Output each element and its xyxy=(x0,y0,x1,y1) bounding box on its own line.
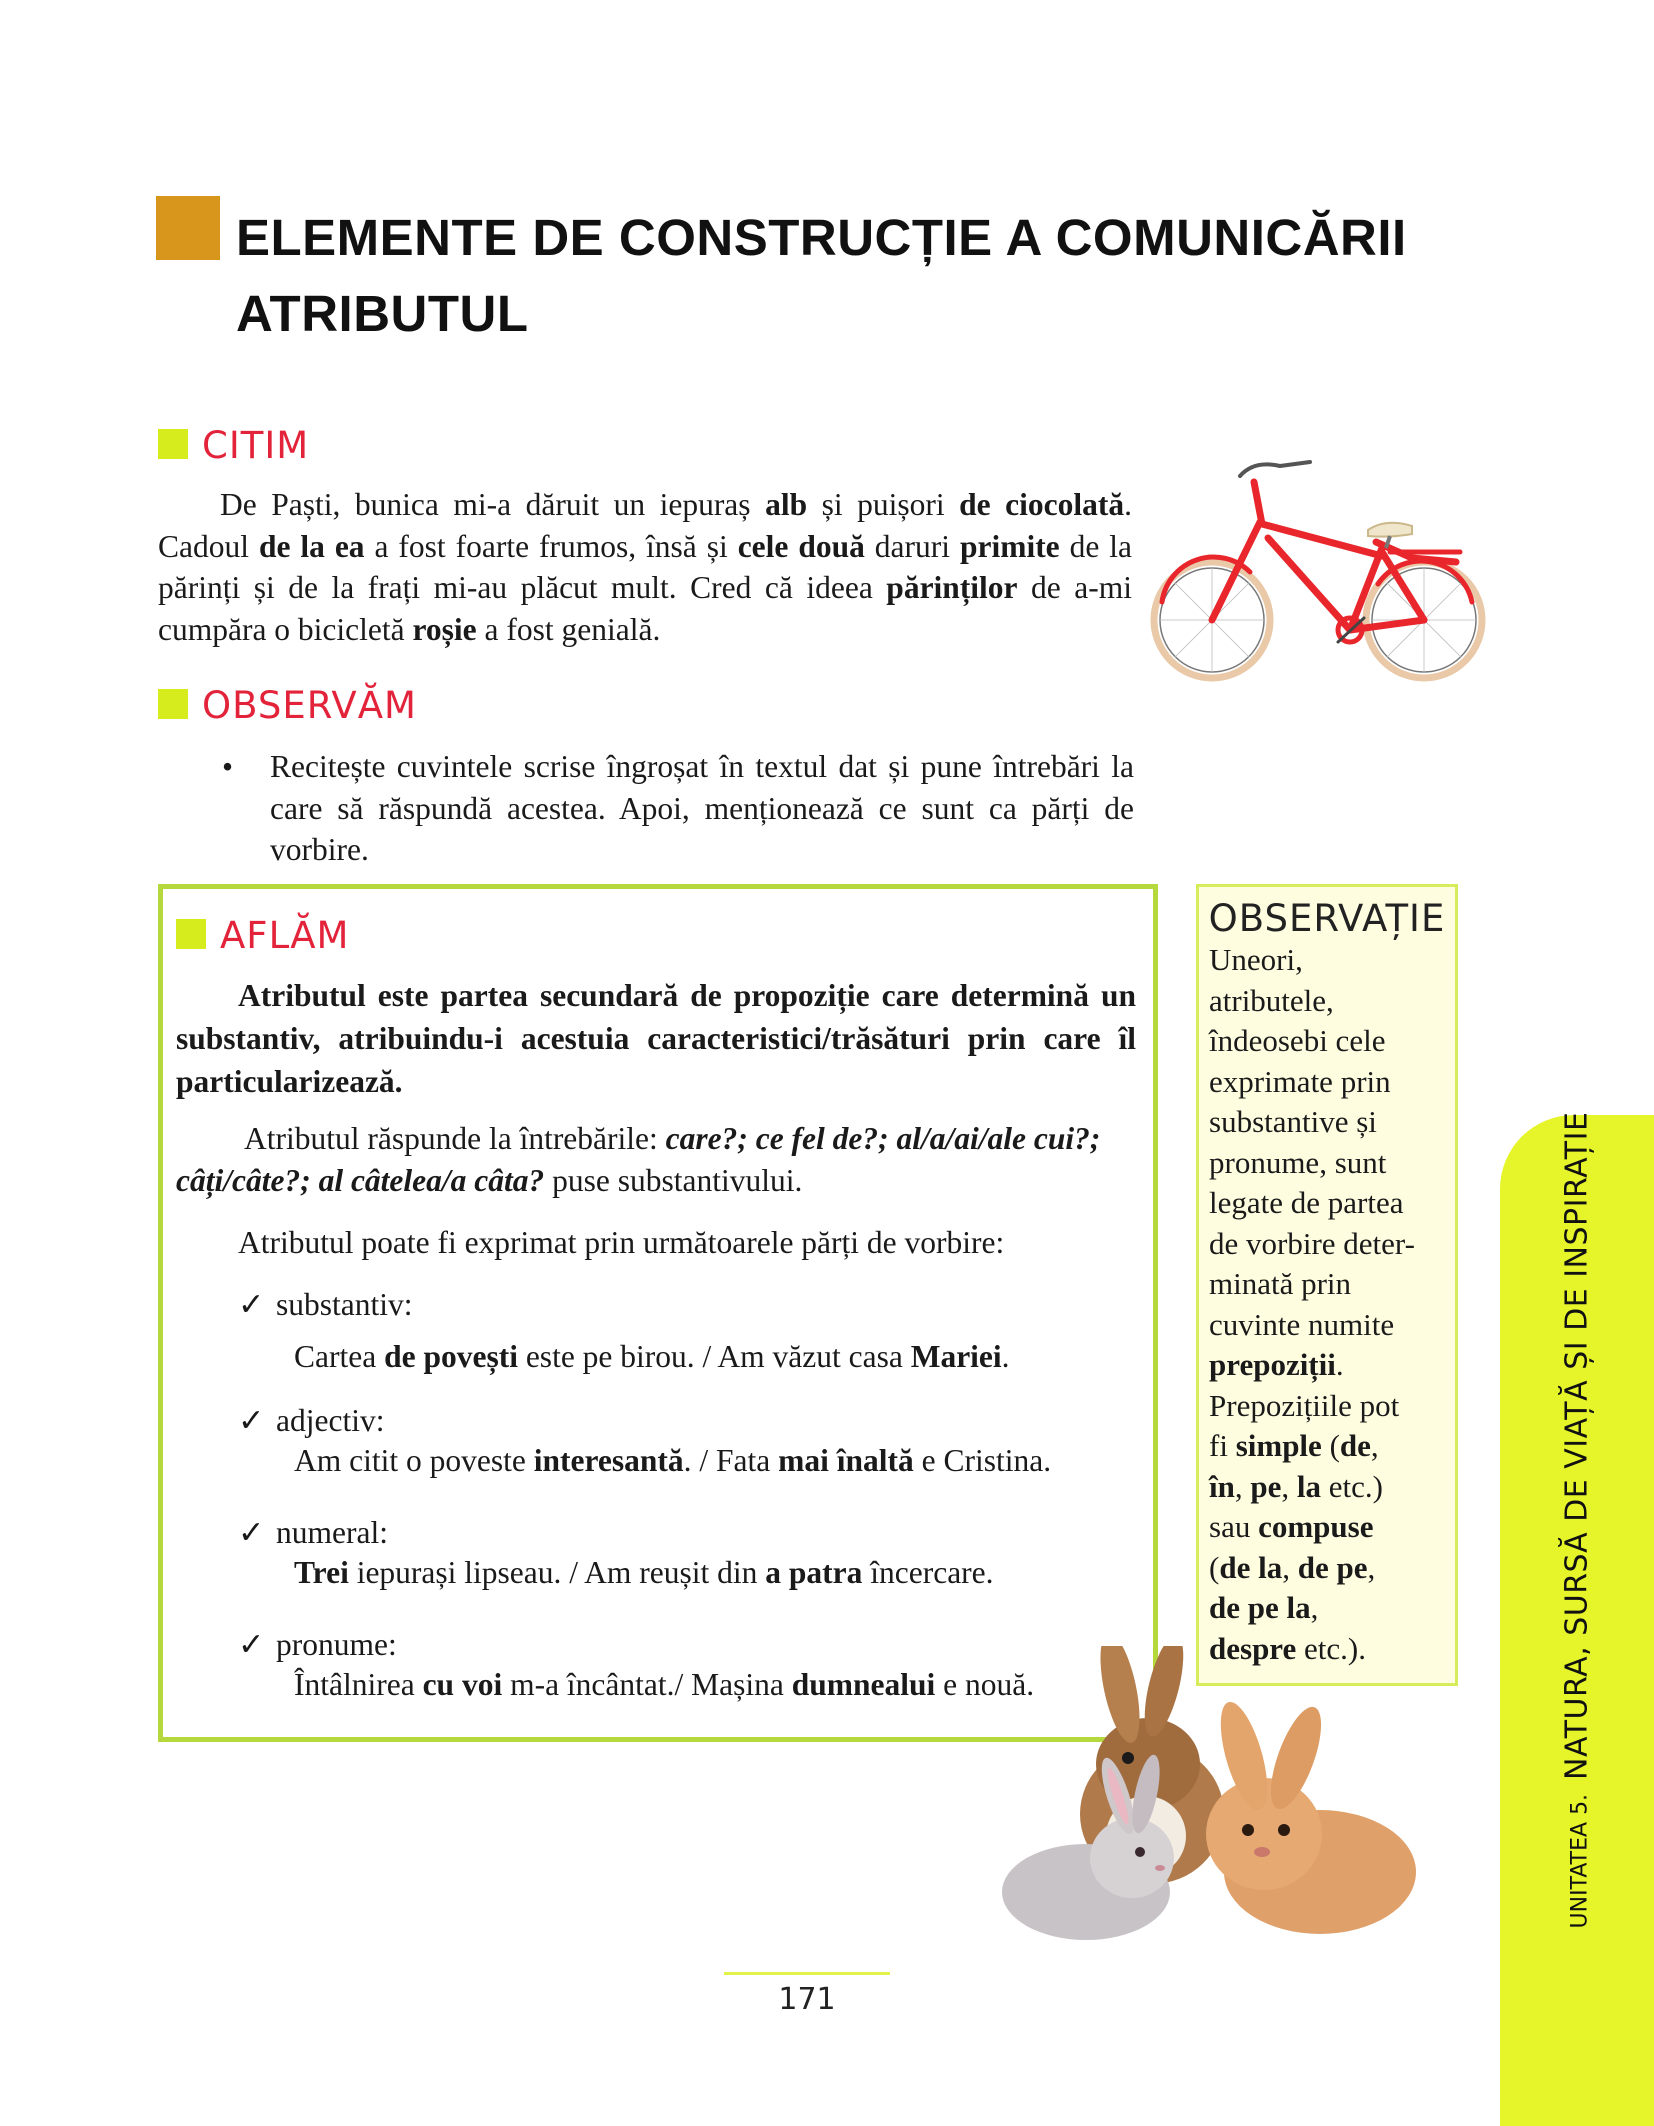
bicycle-image xyxy=(1150,452,1486,692)
unit-label: UNITATEA 5. xyxy=(1567,1793,1593,1929)
observatie-line: sau compuse xyxy=(1209,1509,1374,1544)
page-number-rule xyxy=(724,1972,890,1975)
observatie-line: în, pe, la etc.) xyxy=(1209,1468,1383,1504)
page-number: 171 xyxy=(778,1982,836,2017)
example-sentence: Trei iepurași lipseau. / Am reușit din a patra încercare. xyxy=(294,1555,994,1590)
example-sentence: Cartea de povești este pe birou. / Am văzut casa Mariei. xyxy=(294,1339,1010,1374)
emphasis: simple xyxy=(1235,1428,1322,1463)
observatie-line: legate de partea xyxy=(1209,1185,1404,1220)
emphasis: cu voi xyxy=(422,1667,503,1702)
emphasis: despre xyxy=(1209,1630,1297,1666)
aflam-expressed: Atributul poate fi exprimat prin următoarele părți de vorbire: xyxy=(238,1225,1005,1260)
title-line-1: ELEMENTE DE CONSTRUCȚIE A COMUNICĂRII xyxy=(236,209,1407,266)
emphasis: de xyxy=(1339,1428,1371,1463)
observatie-line: Prepozițiile pot xyxy=(1209,1387,1400,1423)
emphasis: alb xyxy=(765,487,808,522)
emphasis: a patra xyxy=(765,1555,863,1590)
observatie-line: de pe la, xyxy=(1209,1590,1319,1625)
emphasis: Mariei xyxy=(910,1339,1002,1374)
observam-text: Recitește cuvintele scrise îngroșat în textul dat și pune întrebări la care să răspundă acestea. Apoi, menționează ce sunt ca părți de vorbire. xyxy=(270,749,1134,867)
emphasis: părinților xyxy=(886,570,1018,605)
unit-side-tab-text xyxy=(1560,1112,1595,1929)
emphasis: pe xyxy=(1250,1468,1282,1504)
emphasis: care?; ce fel de?; al/a/ai/ale cui?; câți/câte?; al câtelea/a câta? xyxy=(176,1121,1101,1198)
observatie-line: (de la, de pe, xyxy=(1209,1549,1376,1585)
part-of-speech-label xyxy=(238,1624,397,1665)
example-sentence: Am citit o poveste interesantă. / Fata mai înaltă e Cristina. xyxy=(294,1443,1052,1478)
emphasis: de pe la xyxy=(1209,1590,1311,1625)
emphasis: în xyxy=(1209,1468,1235,1504)
example-sentence: Întâlnirea cu voi m-a încântat./ Mașina dumnealui e nouă. xyxy=(294,1667,1035,1702)
unit-theme: NATURA, SURSĂ DE VIAȚĂ ȘI DE INSPIRAȚIE xyxy=(1559,1111,1595,1780)
section-square-icon xyxy=(158,429,188,459)
section-citim-header: CITIM xyxy=(158,424,309,467)
emphasis: de ciocolată xyxy=(959,487,1125,522)
observatie-line: minată prin xyxy=(1209,1266,1352,1301)
observatie-box xyxy=(1196,884,1458,1686)
section-square-icon xyxy=(158,689,188,719)
emphasis: primite xyxy=(959,528,1060,564)
observatie-header: OBSERVAȚIE xyxy=(1208,897,1446,940)
section-square-icon xyxy=(176,919,206,949)
emphasis: de povești xyxy=(384,1339,518,1374)
observatie-line: prepoziții. xyxy=(1209,1347,1344,1382)
emphasis: roșie xyxy=(412,611,477,647)
observam-bullet: • xyxy=(222,749,234,784)
observatie-line: atributele, xyxy=(1209,982,1334,1018)
section-aflam-header: AFLĂM xyxy=(176,914,349,957)
observatie-line: îndeosebi cele xyxy=(1209,1023,1386,1058)
checkmark-icon: ✓ xyxy=(238,1403,265,1438)
emphasis: de la xyxy=(1219,1549,1283,1585)
emphasis: mai înaltă xyxy=(778,1443,914,1478)
title-line-2: ATRIBUTUL xyxy=(236,285,529,342)
rabbits-image xyxy=(996,1646,1416,1960)
observatie-text xyxy=(1199,940,1455,1669)
observatie-line: despre etc.). xyxy=(1209,1630,1366,1666)
part-of-speech-label xyxy=(238,1284,413,1325)
emphasis: prepoziții xyxy=(1209,1347,1336,1382)
aflam-questions: Atributul răspunde la întrebările: care?; ce fel de?; al/a/ai/ale cui?; câți/câte?; al câtelea/a câta? puse substantivului. xyxy=(176,1121,1101,1198)
observatie-line: de vorbire deter- xyxy=(1209,1225,1415,1261)
citim-paragraph: De Paști, bunica mi-a dăruit un iepuraș alb și puișori de ciocolată. Cadoul de la ea a fost foarte frumos, însă și cele două daruri primite de la părinți și de la frați mi-au plăcut mult. Cred că ideea părinților de a-mi cumpăra o bicicletă roșie a fost genială. xyxy=(158,487,1133,647)
observatie-line: Uneori, xyxy=(1209,942,1303,977)
emphasis: dumnealui xyxy=(791,1667,936,1702)
emphasis: la xyxy=(1296,1468,1321,1504)
checkmark-icon: ✓ xyxy=(238,1287,265,1322)
part-of-speech-label xyxy=(238,1512,388,1553)
checkmark-icon: ✓ xyxy=(238,1515,265,1550)
page-title xyxy=(236,200,1407,352)
aflam-definition: Atributul este partea secundară de propoziție care determină un substantiv, atribuindu-i acestuia caracteristici/trăsături prin care îl particularizează. xyxy=(176,978,1136,1099)
observatie-line: cuvinte numite xyxy=(1209,1306,1395,1342)
part-of-speech-name: adjectiv: xyxy=(276,1403,385,1438)
checkmark-icon: ✓ xyxy=(238,1627,265,1662)
emphasis: de la ea xyxy=(258,528,365,564)
emphasis: de pe xyxy=(1297,1549,1368,1585)
section-observam-header: OBSERVĂM xyxy=(158,684,417,727)
observatie-line: fi simple (de, xyxy=(1209,1428,1379,1463)
part-of-speech-name: substantiv: xyxy=(276,1287,413,1322)
part-of-speech-name: numeral: xyxy=(276,1515,388,1550)
emphasis: interesantă xyxy=(533,1443,684,1478)
title-square-icon xyxy=(156,196,220,260)
observatie-line: exprimate prin xyxy=(1209,1063,1391,1099)
observatie-line: pronume, sunt xyxy=(1209,1144,1387,1180)
emphasis: cele două xyxy=(737,528,865,564)
emphasis: compuse xyxy=(1258,1509,1374,1544)
emphasis: Trei xyxy=(294,1555,349,1590)
observatie-line: substantive și xyxy=(1209,1104,1377,1139)
part-of-speech-name: pronume: xyxy=(276,1627,397,1662)
part-of-speech-label xyxy=(238,1400,384,1441)
